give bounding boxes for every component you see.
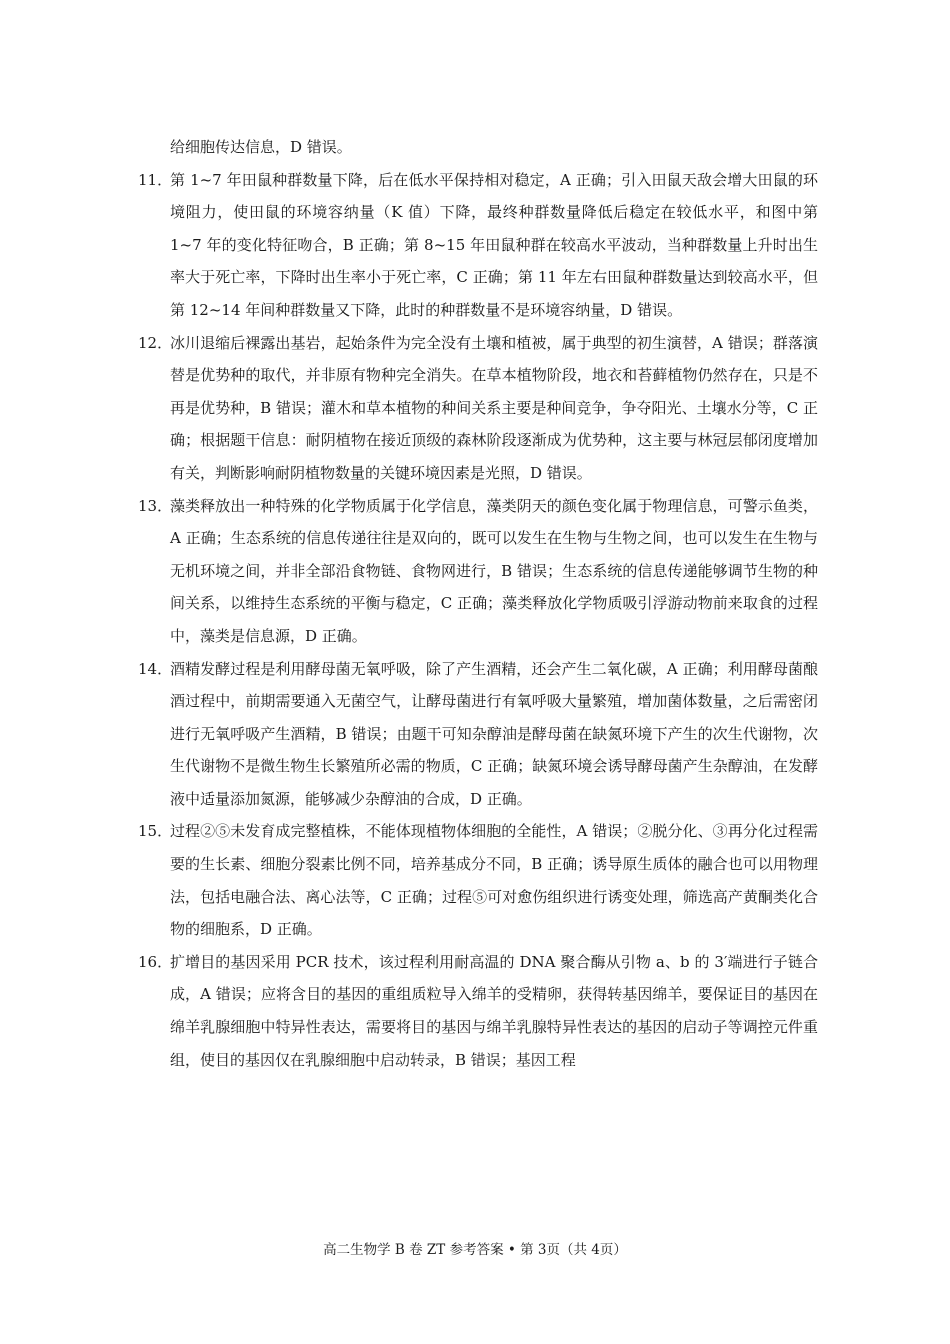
item-number: 16． bbox=[138, 952, 173, 971]
answer-item-16 bbox=[138, 946, 818, 1076]
item-number: 14． bbox=[138, 659, 173, 678]
item-text: 扩增目的基因采用 PCR 技术，该过程利用耐高温的 DNA 聚合酶从引物 a、b 的 3′端进行子链合成，A 错误；应将含目的基因的重组质粒导入绵羊的受精卵，获得转基因绵羊，要保证目的基因在绵羊乳腺细胞中特异性表达，需要将目的基因与绵羊乳腺特异性表达的基因的启动子等调控元件重组，使目的基因仅在乳腺细胞中启动转录，B 错误；基因工程 bbox=[170, 952, 818, 1069]
item-text: 第 1~7 年田鼠种群数量下降，后在低水平保持相对稳定，A 正确；引入田鼠天敌会增大田鼠的环境阻力，使田鼠的环境容纳量（K 值）下降，最终种群数量降低后稳定在较低水平，和图中第 1~7 年的变化特征吻合，B 正确；第 8~15 年田鼠种群在较高水平波动，当种群数量上升时出生率大于死亡率，下降时出生率小于死亡率，C 正确；第 11 年左右田鼠种群数量达到较高水平，但第 12~14 年间种群数量又下降，此时的种群数量不是环境容纳量，D 错误。 bbox=[170, 170, 818, 319]
item-text: 冰川退缩后裸露出基岩，起始条件为完全没有土壤和植被，属于典型的初生演替，A 错误；群落演替是优势种的取代，并非原有物种完全消失。在草本植物阶段，地衣和苔藓植物仍然存在，只是不再是优势种，B 错误；灌木和草本植物的种间关系主要是种间竞争，争夺阳光、土壤水分等，C 正确；根据题干信息：耐阴植物在接近顶级的森林阶段逐渐成为优势种，这主要与林冠层郁闭度增加有关，判断影响耐阴植物数量的关键环境因素是光照，D 错误。 bbox=[170, 333, 818, 482]
item-number: 12． bbox=[138, 333, 173, 352]
page-footer: 高二生物学 B 卷 ZT 参考答案 • 第 3页（共 4页） bbox=[323, 1242, 627, 1258]
answer-item-13 bbox=[138, 490, 818, 653]
answer-item-11 bbox=[138, 164, 818, 327]
item-number: 15． bbox=[138, 822, 173, 841]
answer-item-15 bbox=[138, 815, 818, 945]
answer-content bbox=[138, 131, 818, 1076]
continued-paragraph: 给细胞传达信息，D 错误。 bbox=[170, 138, 352, 156]
answer-item-14 bbox=[138, 653, 818, 816]
item-text: 藻类释放出一种特殊的化学物质属于化学信息，藻类阴天的颜色变化属于物理信息，可警示鱼类，A 正确；生态系统的信息传递往往是双向的，既可以发生在生物与生物之间，也可以发生在生物与无机环境之间，并非全部沿食物链、食物网进行，B 错误；生态系统的信息传递能够调节生物的种间关系，以维持生态系统的平衡与稳定，C 正确；藻类释放化学物质吸引浮游动物前来取食的过程中，藻类是信息源，D 正确。 bbox=[170, 496, 818, 645]
answer-item-12 bbox=[138, 327, 818, 490]
item-number: 11． bbox=[138, 170, 173, 189]
item-text: 过程②⑤未发育成完整植株，不能体现植物体细胞的全能性，A 错误；②脱分化、③再分化过程需要的生长素、细胞分裂素比例不同，培养基成分不同，B 正确；诱导原生质体的融合也可以用物理法，包括电融合法、离心法等，C 正确；过程⑤可对愈伤组织进行诱变处理，筛选高产黄酮类化合物的细胞系，D 正确。 bbox=[170, 822, 818, 939]
item-number: 13． bbox=[138, 496, 173, 515]
item-text: 酒精发酵过程是利用酵母菌无氧呼吸，除了产生酒精，还会产生二氧化碳，A 正确；利用酵母菌酿酒过程中，前期需要通入无菌空气，让酵母菌进行有氧呼吸大量繁殖，增加菌体数量，之后需密闭进行无氧呼吸产生酒精，B 错误；由题干可知杂醇油是酵母菌在缺氮环境下产生的次生代谢物，次生代谢物不是微生物生长繁殖所必需的物质，C 正确；缺氮环境会诱导酵母菌产生杂醇油，在发酵液中适量添加氮源，能够减少杂醇油的合成，D 正确。 bbox=[170, 659, 818, 808]
